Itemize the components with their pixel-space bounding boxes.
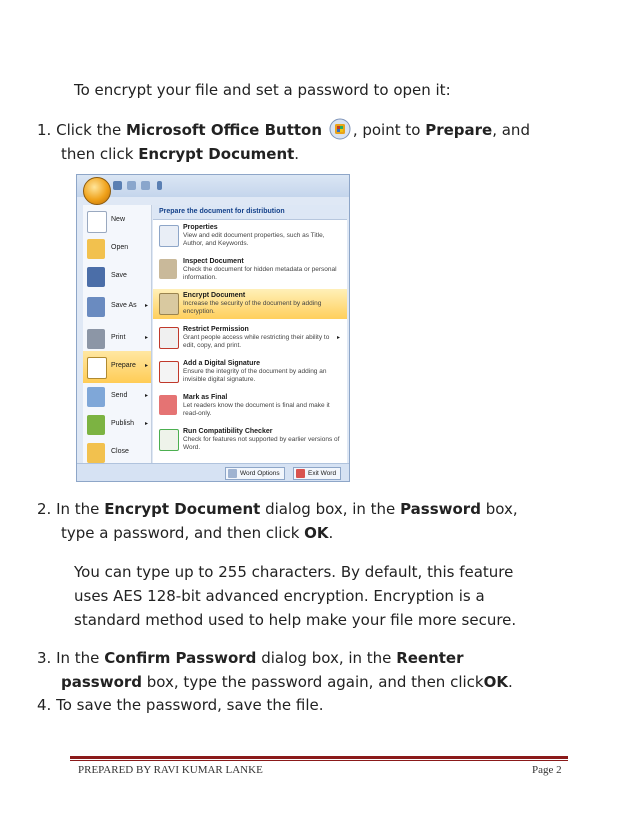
step-3-text: dialog box, in the xyxy=(256,649,397,667)
footer-rule-thin xyxy=(70,760,568,761)
step-2-line-2 xyxy=(37,521,597,545)
submenu-digital-signature[interactable] xyxy=(153,357,347,387)
submenu-arrow-icon: ▸ xyxy=(145,421,149,427)
step-1-text: Click the xyxy=(56,121,126,139)
encryption-note xyxy=(74,560,554,632)
submenu-title: Restrict Permission xyxy=(183,326,249,333)
submenu-arrow-icon: ▸ xyxy=(145,303,149,309)
word-options-button[interactable] xyxy=(225,467,285,480)
close-folder-icon xyxy=(87,443,105,463)
step-3-text: box, type the password again, and then click xyxy=(142,673,484,691)
menu-save[interactable] xyxy=(83,261,151,293)
encrypt-document-term: Encrypt Document xyxy=(104,500,261,518)
step-2-text: In the xyxy=(56,500,105,518)
submenu-desc: Ensure the integrity of the document by adding an invisible digital signature. xyxy=(183,368,327,383)
left-menu xyxy=(83,205,152,463)
menu-save-as[interactable] xyxy=(83,291,151,323)
step-4-text: To save the password, save the file. xyxy=(56,696,324,714)
submenu-title: Add a Digital Signature xyxy=(183,360,261,367)
menu-prepare[interactable] xyxy=(83,351,151,383)
confirm-password-term: Confirm Password xyxy=(104,649,257,667)
properties-icon xyxy=(159,225,179,247)
step-2 xyxy=(37,497,597,545)
step-4 xyxy=(37,693,597,717)
menu-label: Prepare xyxy=(111,362,136,369)
note-line: standard method used to help make your file more secure. xyxy=(74,611,517,629)
footer-author: PREPARED BY RAVI KUMAR LANKE xyxy=(78,764,263,776)
submenu-encrypt-document[interactable] xyxy=(153,289,347,319)
office-menu-screenshot xyxy=(76,174,350,482)
menu-bottom-bar xyxy=(77,463,349,482)
publish-icon xyxy=(87,415,105,435)
redo-icon xyxy=(141,181,150,190)
save-as-icon xyxy=(87,297,105,317)
menu-label: Print xyxy=(111,334,126,341)
folder-icon xyxy=(87,239,105,259)
step-3-number: 3. xyxy=(37,649,52,667)
password-term: Password xyxy=(400,500,481,518)
step-2-text: type a password, and then click xyxy=(61,524,305,542)
reenter-term: Reenter xyxy=(396,649,464,667)
step-1-line-2 xyxy=(37,142,597,166)
exit-word-button[interactable] xyxy=(293,467,341,480)
submenu-restrict-permission[interactable] xyxy=(153,323,347,353)
new-icon xyxy=(87,211,107,233)
mark-final-icon xyxy=(159,395,177,415)
submenu-desc: Increase the security of the document by adding encryption. xyxy=(183,300,322,315)
menu-label: Save xyxy=(111,272,127,279)
quick-access-toolbar xyxy=(77,175,349,197)
submenu-arrow-icon: ▸ xyxy=(145,393,149,399)
password-term: password xyxy=(61,673,143,691)
step-2-number: 2. xyxy=(37,500,52,518)
step-2-text: dialog box, in the xyxy=(260,500,401,518)
step-1-text: . xyxy=(294,145,300,163)
encrypt-document-term: Encrypt Document xyxy=(138,145,295,163)
signature-icon xyxy=(159,361,179,383)
intro-text: To encrypt your file and set a password to open it: xyxy=(74,81,451,99)
note-line: You can type up to 255 characters. By default, this feature xyxy=(74,563,514,581)
submenu-arrow-icon: ▸ xyxy=(337,335,341,341)
note-line: uses AES 128-bit advanced encryption. Encryption is a xyxy=(74,587,485,605)
step-3-text: . xyxy=(507,673,513,691)
step-1-text: , point to xyxy=(352,121,426,139)
step-1-number: 1. xyxy=(37,121,52,139)
menu-label: Publish xyxy=(111,420,134,427)
submenu-title: Run Compatibility Checker xyxy=(183,428,273,435)
step-1-text: , and xyxy=(492,121,530,139)
menu-label: Close xyxy=(111,448,129,455)
exit-icon xyxy=(296,469,305,478)
submenu-desc: Check the document for hidden metadata or personal information. xyxy=(183,266,337,281)
submenu-arrow-icon: ▸ xyxy=(145,335,149,341)
submenu-inspect-document[interactable] xyxy=(153,255,347,285)
submenu-mark-as-final[interactable] xyxy=(153,391,347,421)
prepare-term: Prepare xyxy=(425,121,493,139)
exit-word-label: Exit Word xyxy=(308,470,337,477)
prepare-icon xyxy=(87,357,107,379)
step-1-text: then click xyxy=(61,145,139,163)
submenu-title: Mark as Final xyxy=(183,394,228,401)
submenu-title: Properties xyxy=(183,224,218,231)
submenu-title: Inspect Document xyxy=(183,258,244,265)
submenu-compatibility-checker[interactable] xyxy=(153,425,347,455)
checker-icon xyxy=(159,429,179,451)
office-button-icon xyxy=(329,118,351,140)
undo-icon xyxy=(127,181,136,190)
step-1-line-1 xyxy=(37,118,597,142)
step-2-text: . xyxy=(328,524,334,542)
submenu-desc: Check for features not supported by earlier versions of Word. xyxy=(183,436,340,451)
step-3-text: In the xyxy=(56,649,105,667)
restrict-icon xyxy=(159,327,179,349)
step-3-line-2 xyxy=(37,670,597,694)
ok-term: OK xyxy=(304,524,329,542)
submenu-properties[interactable] xyxy=(153,221,347,251)
step-2-text: box, xyxy=(480,500,518,518)
save-icon xyxy=(113,181,122,190)
footer-rule xyxy=(70,756,568,759)
printer-icon xyxy=(87,329,105,349)
ok-term: OK xyxy=(483,673,508,691)
step-2-line-1 xyxy=(37,497,597,521)
lock-icon xyxy=(159,293,179,315)
submenu-desc: Grant people access while restricting their ability to edit, copy, and print. xyxy=(183,334,330,349)
office-button-term: Microsoft Office Button xyxy=(126,121,323,139)
prepare-submenu xyxy=(153,205,347,463)
send-icon xyxy=(87,387,105,407)
submenu-header: Prepare the document for distribution xyxy=(153,205,347,220)
step-1 xyxy=(37,118,597,166)
submenu-desc: View and edit document properties, such as Title, Author, and Keywords. xyxy=(183,232,325,247)
submenu-arrow-icon: ▸ xyxy=(145,363,149,369)
menu-label: Save As xyxy=(111,302,137,309)
office-button[interactable] xyxy=(83,177,111,205)
inspect-icon xyxy=(159,259,177,279)
menu-label: New xyxy=(111,216,126,223)
step-3 xyxy=(37,646,597,694)
floppy-icon xyxy=(87,267,105,287)
menu-label: Send xyxy=(111,392,128,399)
submenu-title: Encrypt Document xyxy=(183,292,246,299)
page-number: Page 2 xyxy=(532,764,562,776)
step-4-number: 4. xyxy=(37,696,52,714)
step-3-line-1 xyxy=(37,646,597,670)
submenu-desc: Let readers know the document is final and make it read-only. xyxy=(183,402,330,417)
menu-label: Open xyxy=(111,244,129,251)
customize-icon xyxy=(157,181,162,190)
word-options-label: Word Options xyxy=(240,470,280,477)
options-icon xyxy=(228,469,237,478)
